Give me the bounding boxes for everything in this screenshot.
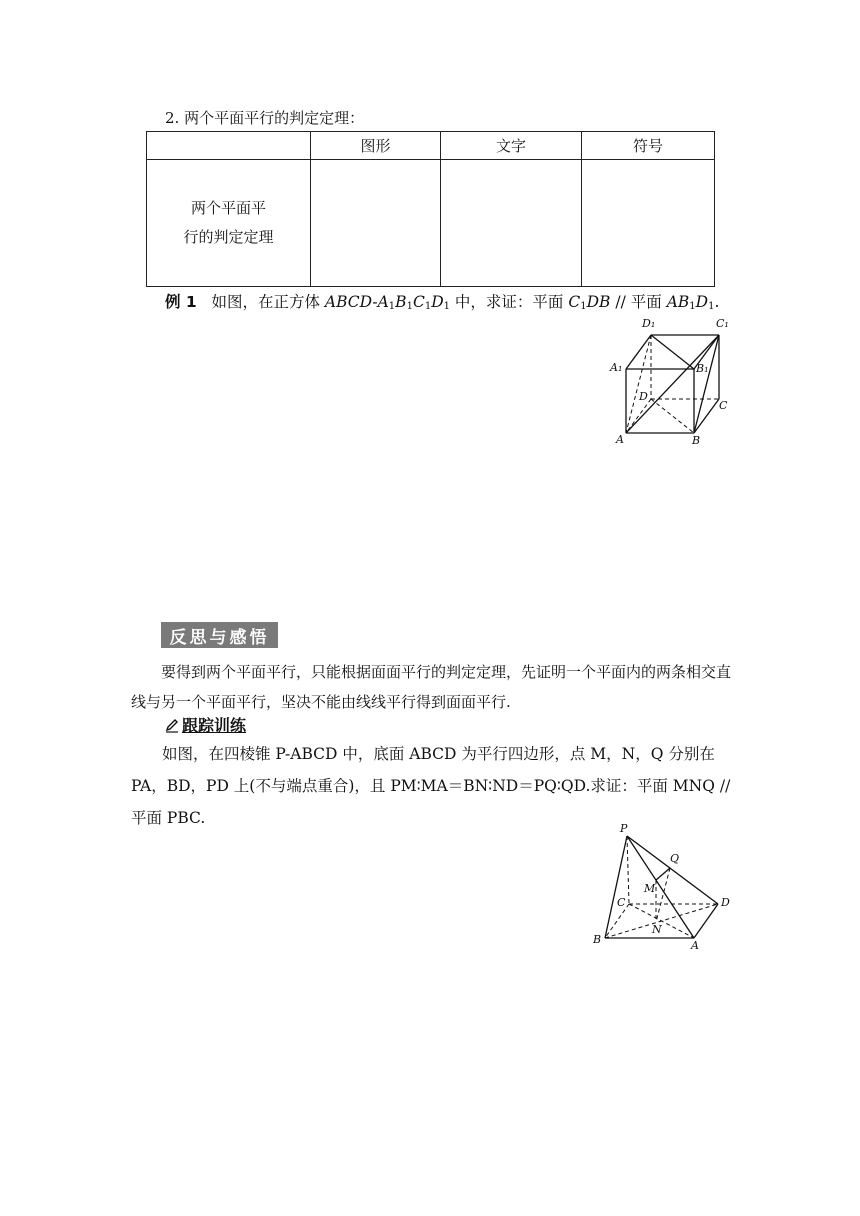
- edge-a1d1: [626, 335, 651, 369]
- table-cell-text: [441, 160, 582, 287]
- sub: 1: [406, 301, 413, 312]
- sub: 1: [580, 301, 587, 312]
- label-d: D: [721, 896, 730, 909]
- reflection-badge: 反思与感悟: [161, 622, 278, 648]
- table-header-row: [147, 132, 715, 160]
- var: D: [431, 293, 444, 311]
- var: DB: [586, 293, 611, 311]
- hidden-diag-d1a: [626, 335, 651, 433]
- table-cell-symbol: [582, 160, 715, 287]
- hidden-edge-da: [626, 399, 651, 433]
- table-row-label: [147, 160, 311, 287]
- section-heading: 2. 两个平面平行的判定定理：: [165, 109, 365, 127]
- row-label-line2: 行的判定定理: [183, 228, 274, 246]
- theorem-table: [146, 131, 715, 287]
- sub: 1: [708, 301, 715, 312]
- edge-ad: [694, 904, 718, 938]
- label-a1: A₁: [610, 361, 623, 374]
- label-m: M: [644, 882, 656, 895]
- example-text-c: 平面: [630, 293, 667, 311]
- label-c1: C₁: [716, 317, 729, 330]
- label-p: P: [620, 822, 628, 835]
- table-header-empty: [147, 132, 311, 160]
- label-b: B: [593, 933, 602, 946]
- sub: 1: [689, 301, 696, 312]
- example-text-a: 如图，在正方体: [211, 293, 325, 311]
- sub: 1: [424, 301, 432, 312]
- var: C: [412, 293, 425, 311]
- diag-d1b1: [651, 335, 694, 369]
- training-title: [164, 713, 246, 736]
- label-a: A: [616, 433, 624, 446]
- cube-name: ABCD-A: [324, 293, 389, 311]
- table-cell-figure: [311, 160, 441, 287]
- table-header-text: 文字: [441, 132, 582, 160]
- table-row: [147, 160, 715, 287]
- label-n: N: [652, 923, 662, 936]
- example-label: 例 1: [165, 293, 197, 311]
- parallel-symbol: //: [610, 293, 631, 311]
- label-c: C: [719, 399, 728, 412]
- label-a: A: [691, 939, 699, 952]
- sub: 1: [388, 301, 396, 312]
- label-b1: B₁: [696, 362, 709, 375]
- segment-mq: [656, 868, 670, 880]
- label-q: Q: [670, 852, 680, 865]
- label-c: C: [617, 896, 626, 909]
- var: C: [568, 293, 581, 311]
- row-label-line1: 两个平面平: [190, 199, 266, 217]
- var: B: [395, 293, 407, 311]
- period: .: [714, 293, 720, 311]
- var: AB: [666, 293, 690, 311]
- example-text-b: 中，求证：平面: [450, 293, 569, 311]
- exercise-text: 如图，在四棱锥 P-ABCD 中，底面 ABCD 为平行四边形，点 M，N，Q 分别在 PA，BD，PD 上(不与端点重合)，且 PM∶MA＝BN∶ND＝PQ∶QD.求证：平面 MNQ // 平面 PBC.: [131, 745, 731, 827]
- label-d: D: [639, 390, 648, 403]
- hidden-segment-qn: [656, 868, 670, 922]
- table-header-figure: 图形: [311, 132, 441, 160]
- sub: 1: [443, 301, 450, 312]
- table-header-symbol: 符号: [582, 132, 715, 160]
- diag-c1b: [694, 335, 719, 433]
- pyramid-figure: [588, 822, 738, 952]
- cube-figure: [604, 313, 734, 448]
- pencil-icon: [164, 717, 180, 733]
- hidden-edge-pc: [627, 836, 629, 904]
- training-title-text: 跟踪训练: [182, 716, 247, 735]
- var: D: [695, 293, 709, 311]
- label-b: B: [692, 434, 701, 447]
- hidden-diag-db: [651, 399, 694, 433]
- example-statement: [165, 288, 719, 316]
- edge-pd: [627, 836, 718, 904]
- reflection-text: 要得到两个平面平行，只能根据面面平行的判定定理，先证明一个平面内的两条相交直线与另一个平面平行，坚决不能由线线平行得到面面平行.: [131, 663, 732, 711]
- label-d1: D₁: [642, 317, 656, 330]
